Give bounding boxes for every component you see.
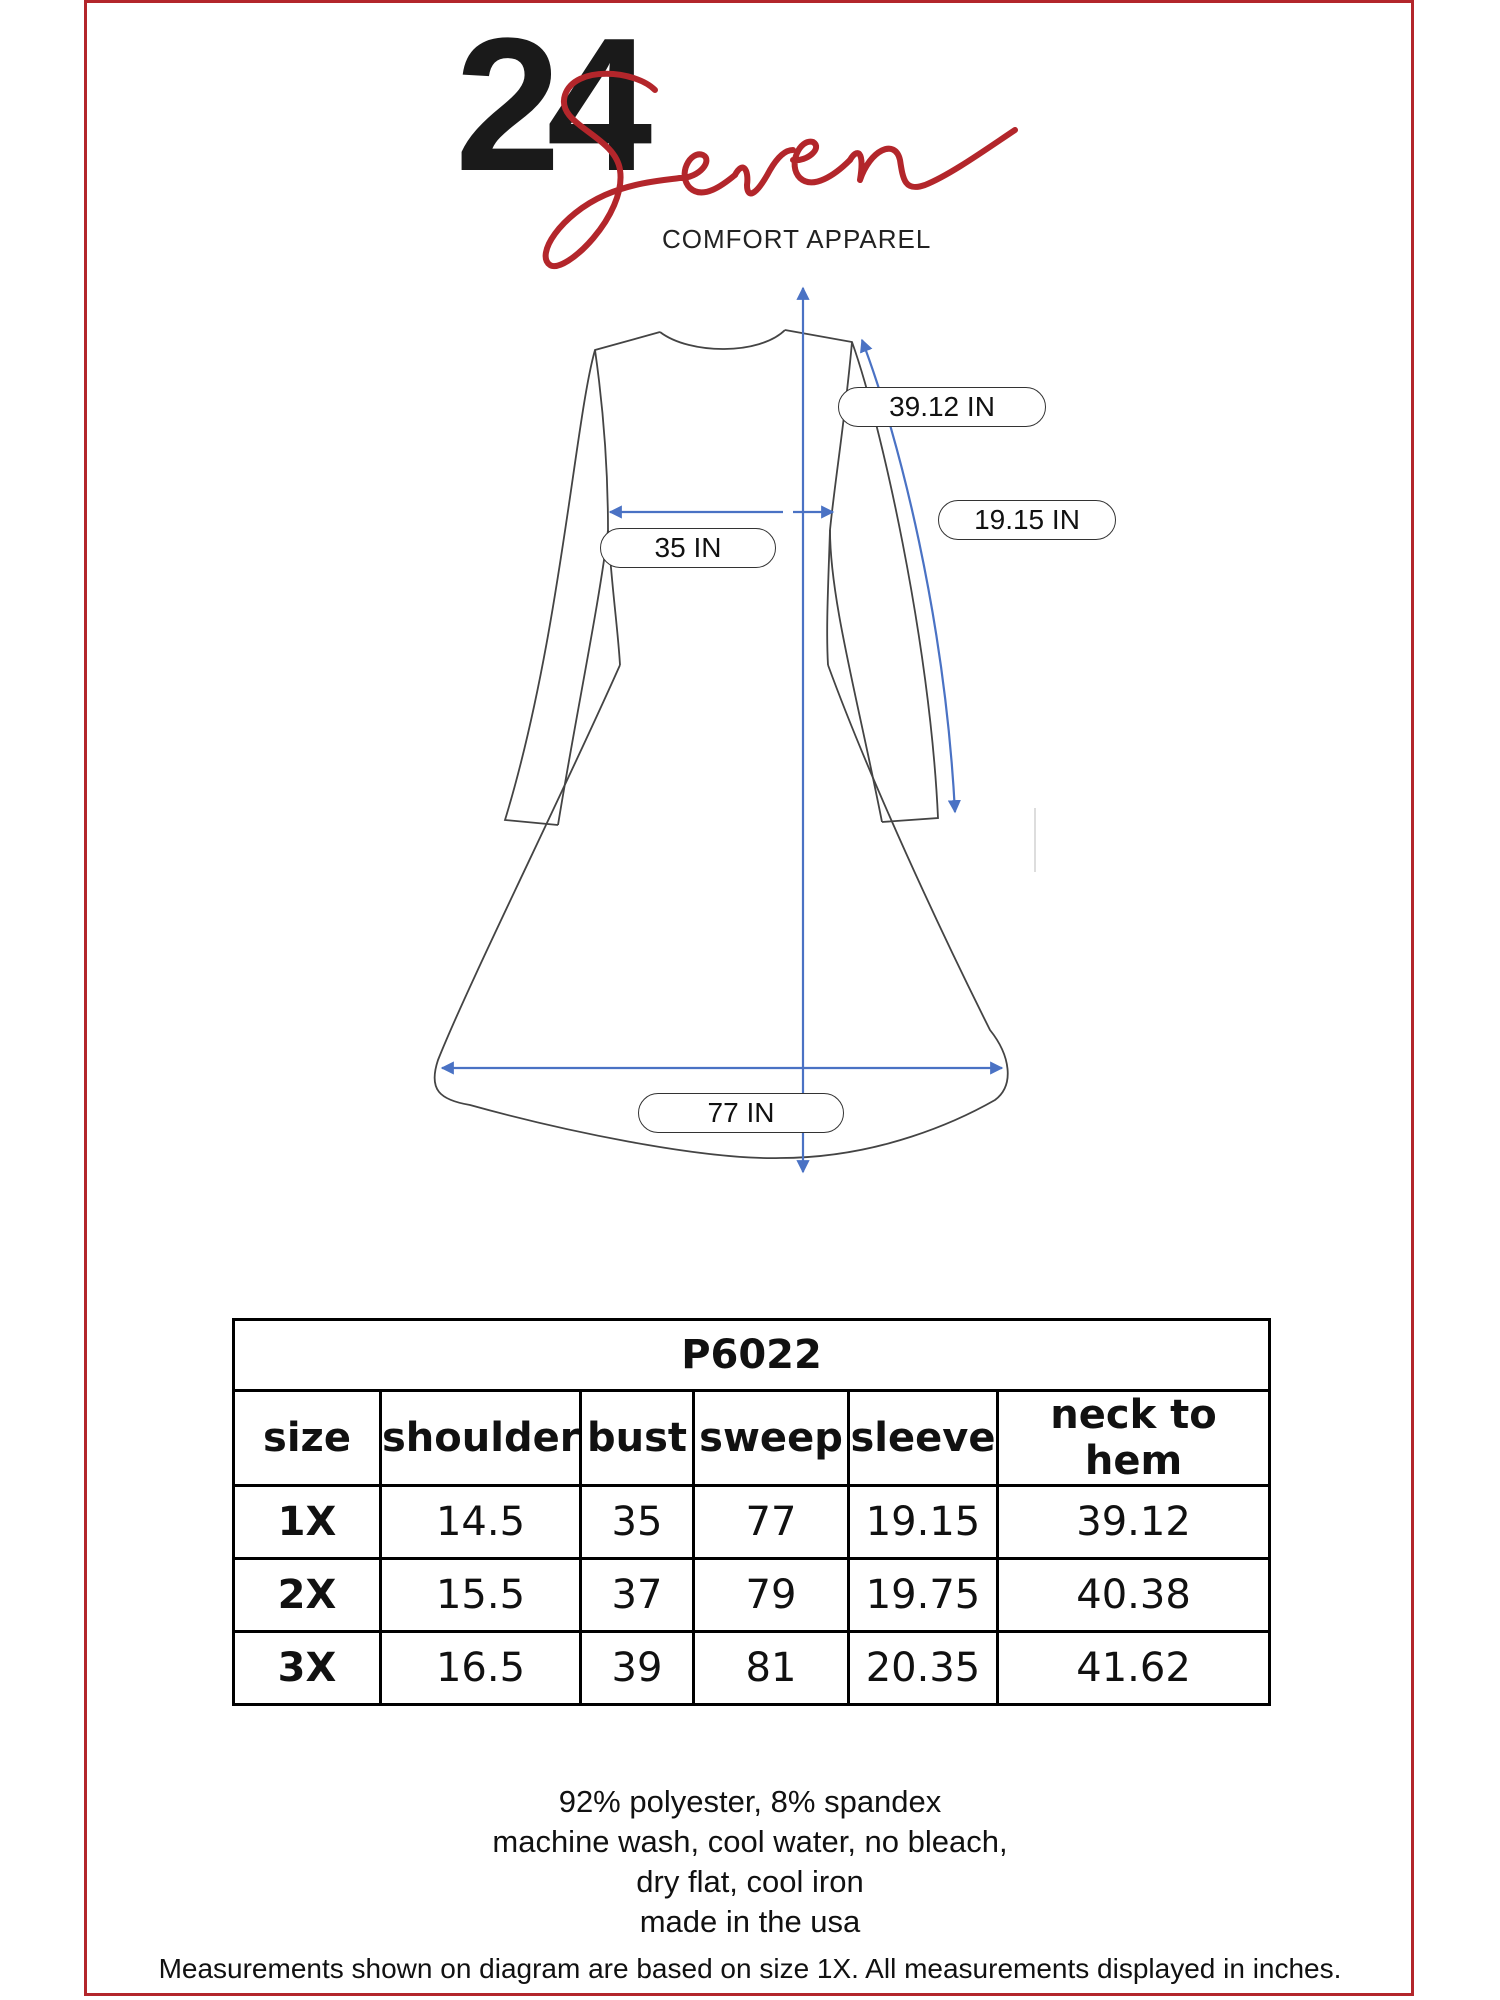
logo-number: 24: [455, 0, 639, 211]
row-1x-shoulder: 14.5: [381, 1486, 581, 1559]
bust-label: 35 IN: [600, 528, 776, 568]
row-3x-neck-to-hem: 41.62: [998, 1632, 1270, 1705]
header-shoulder: shoulder: [381, 1391, 581, 1486]
measurement-note: Measurements shown on diagram are based on size 1X. All measurements displayed in inches.: [158, 1953, 1342, 1984]
size-chart-table: [232, 1318, 1271, 1706]
row-1x-neck-to-hem: 39.12: [998, 1486, 1270, 1559]
care-line-dry: dry flat, cool iron: [636, 1864, 864, 1899]
style-code: P6022: [234, 1320, 1270, 1391]
row-2x-neck-to-hem: 40.38: [998, 1559, 1270, 1632]
sleeve-label: 19.15 IN: [938, 500, 1116, 540]
dress-outline: [435, 330, 1008, 1158]
row-3x-shoulder: 16.5: [381, 1632, 581, 1705]
row-2x-shoulder: 15.5: [381, 1559, 581, 1632]
care-line-wash: machine wash, cool water, no bleach,: [492, 1824, 1008, 1859]
table-header-row: [234, 1391, 1270, 1486]
header-sleeve: sleeve: [849, 1391, 998, 1486]
header-bust: bust: [581, 1391, 694, 1486]
care-line-fabric: 92% polyester, 8% spandex: [558, 1784, 942, 1819]
logo-tagline: COMFORT APPAREL: [662, 224, 932, 254]
row-2x-size: 2X: [234, 1559, 381, 1632]
row-1x-size: 1X: [234, 1486, 381, 1559]
row-3x-sweep: 81: [694, 1632, 849, 1705]
neck-to-hem-label: 39.12 IN: [838, 387, 1046, 427]
row-1x-sweep: 77: [694, 1486, 849, 1559]
row-2x-sweep: 79: [694, 1559, 849, 1632]
header-neck-to-hem: neck to hem: [998, 1391, 1270, 1486]
row-1x-sleeve: 19.15: [849, 1486, 998, 1559]
care-instructions: [0, 1782, 1500, 1942]
row-3x-sleeve: 20.35: [849, 1632, 998, 1705]
sweep-label: 77 IN: [638, 1093, 844, 1133]
row-2x-sleeve: 19.75: [849, 1559, 998, 1632]
table-row: [234, 1632, 1270, 1705]
table-row: [234, 1486, 1270, 1559]
care-line-origin: made in the usa: [639, 1904, 861, 1939]
row-3x-size: 3X: [234, 1632, 381, 1705]
row-2x-bust: 37: [581, 1559, 694, 1632]
table-row: [234, 1559, 1270, 1632]
row-3x-bust: 39: [581, 1632, 694, 1705]
header-size: size: [234, 1391, 381, 1486]
header-sweep: sweep: [694, 1391, 849, 1486]
row-1x-bust: 35: [581, 1486, 694, 1559]
